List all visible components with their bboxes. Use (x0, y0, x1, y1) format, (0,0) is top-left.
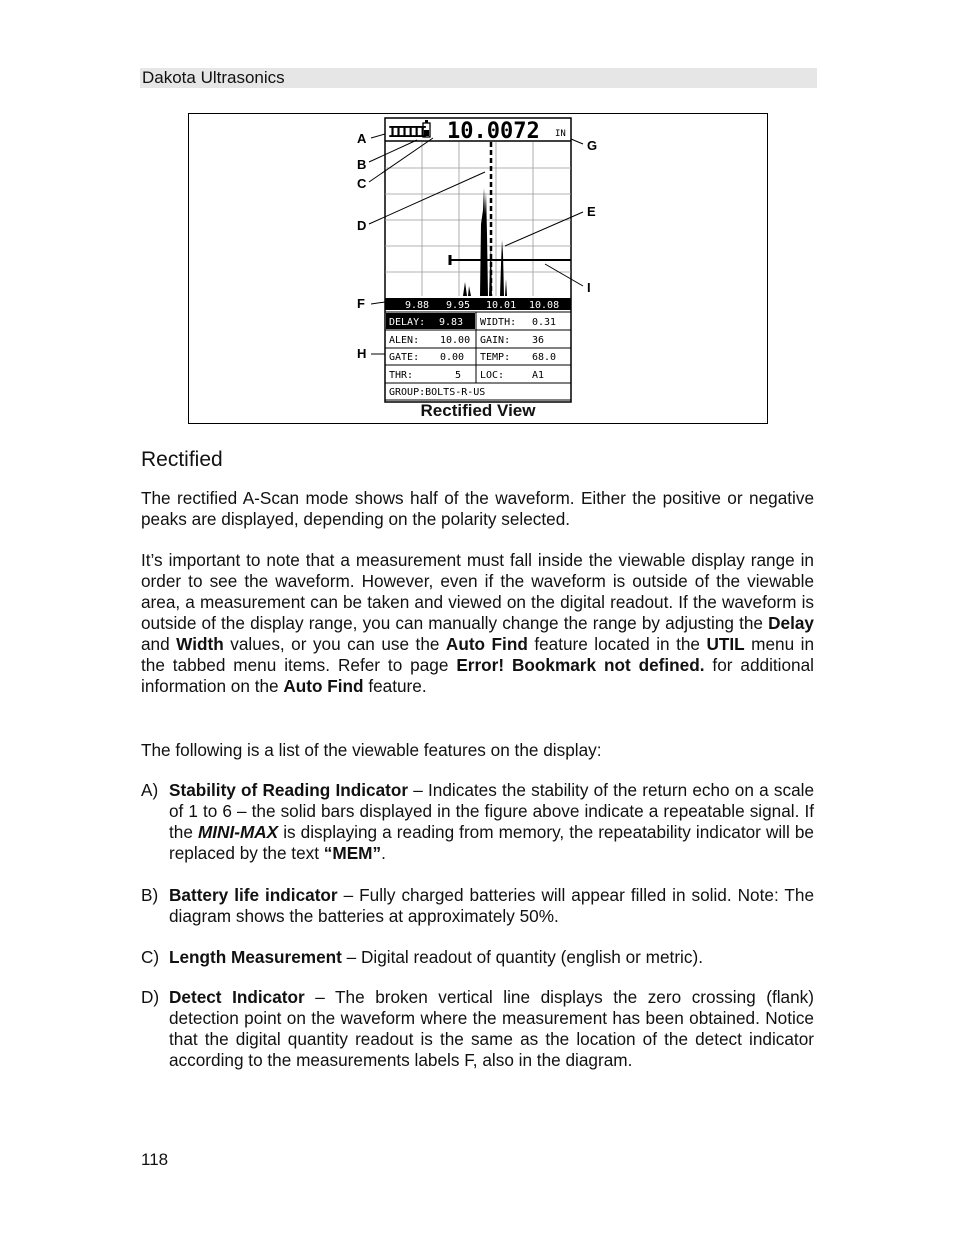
callout-i: I (587, 280, 591, 295)
param-thr-label: THR: (389, 370, 414, 381)
callout-f: F (357, 296, 365, 311)
list-item-b: B) Battery life indicator – Fully charged batteries will appear filled in solid. Note: The diagram shows the batteries at approximately 50%. (141, 885, 815, 926)
param-temp-value: 68.0 (532, 352, 557, 363)
unit-label: IN (555, 129, 566, 139)
list-letter: D) (141, 987, 160, 1007)
list-item-d: D) Detect Indicator – The broken vertical line displays the zero crossing (flank) detection point on the waveform where the measurement has been obtained. Notice that the digital quantity readout is the same as the location of the detect indicator according to the measurements labels F, also in the diagram. (141, 987, 814, 1070)
length-readout: 10.0072 (447, 119, 540, 144)
group-label: GROUP:BOLTS-R-US (389, 387, 486, 398)
section-title: Rectified (141, 448, 223, 471)
list-letter: C) (141, 947, 160, 967)
param-loc-value: A1 (532, 370, 545, 381)
paragraph-display-range: It’s important to note that a measurement must fall inside the viewable display range in order to see the waveform. However, even if the waveform is outside of the viewable area, a measurement can be taken and viewed on the digital readout. If the waveform is outside of the display range, you can manually change the range by adjusting the Delay and Width values, or you can use the Auto Find feature located in the UTIL menu in the tabbed menu items. Refer to page Error! Bookmark not defined. for additional information on the Auto Find feature. (141, 550, 814, 696)
callout-b: B (357, 157, 367, 172)
list-letter: A) (141, 780, 159, 800)
param-gate-label: GATE: (389, 352, 420, 363)
callout-c: C (357, 176, 367, 191)
callout-e: E (587, 204, 596, 219)
rectified-waveform (463, 188, 507, 296)
page-number: 118 (141, 1150, 169, 1169)
paragraph-features-intro: The following is a list of the viewable features on the display: (141, 740, 602, 760)
paragraph-rectified-intro: The rectified A-Scan mode shows half of the waveform. Either the positive or negative peaks are displayed, depending on the polarity selected. (141, 488, 814, 529)
callout-g: G (587, 138, 598, 153)
param-alen-value: 10.00 (440, 335, 471, 346)
list-letter: B) (141, 885, 159, 905)
callout-h: H (357, 346, 367, 361)
stability-bars: IIIIII (388, 123, 425, 141)
callout-a: A (357, 131, 367, 146)
param-width-label: WIDTH: (480, 317, 517, 328)
param-delay-value: 9.83 (439, 317, 464, 328)
param-temp-label: TEMP: (480, 352, 511, 363)
device-display-diagram (189, 114, 767, 423)
param-thr-value: 5 (455, 370, 462, 381)
scale-label-4: 10.08 (529, 300, 560, 311)
figure-caption: Rectified View (420, 401, 536, 420)
callout-d: D (357, 218, 367, 233)
param-gate-value: 0.00 (440, 352, 465, 363)
param-delay-label: DELAY: (389, 317, 426, 328)
list-item-a: A) Stability of Reading Indicator – Indicates the stability of the return echo on a scale of 1 to 6 – the solid bars displayed in the figure above indicate a repeatable signal. If the MINI-MAX is displaying a reading from memory, the repeatability indicator will be replaced by the text “MEM”. (141, 780, 815, 863)
scale-label-1: 9.88 (405, 300, 430, 311)
scale-label-2: 9.95 (446, 300, 471, 311)
param-alen-label: ALEN: (389, 335, 420, 346)
waveform-grid (385, 142, 571, 296)
scale-label-3: 10.01 (486, 300, 517, 311)
param-gain-value: 36 (532, 335, 545, 346)
list-item-c: C) Length Measurement – Digital readout of quantity (english or metric). (141, 947, 703, 967)
param-gain-label: GAIN: (480, 335, 511, 346)
rectified-view-figure (188, 113, 768, 424)
param-width-value: 0.31 (532, 317, 557, 328)
page-header: Dakota Ultrasonics (140, 68, 817, 88)
param-loc-label: LOC: (480, 370, 505, 381)
